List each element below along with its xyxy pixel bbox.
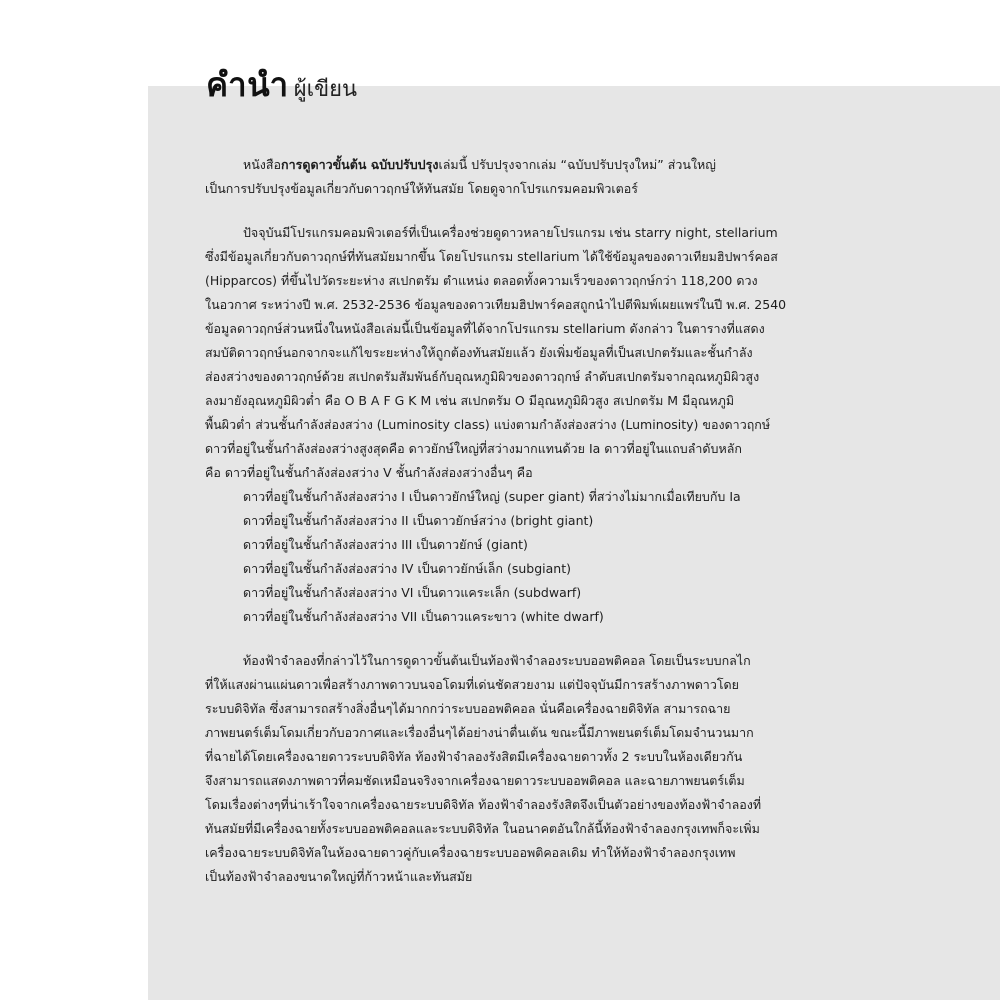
paragraph-2-line: คือ ดาวที่อยู่ในชั้นกำลังส่องสว่าง V ชั้นกำลังส่องสว่างอื่นๆ คือ — [205, 465, 533, 480]
paragraph-2-line: ลงมายังอุณหภูมิผิวต่ำ คือ O B A F G K M เช่น สเปกตรัม O มีอุณหภูมิผิวสูง สเปกตรัม M มีอุณหภูมิ — [205, 393, 735, 408]
book-title: การดูดาวขั้นต้น ฉบับปรับปรุง — [281, 157, 439, 172]
paragraph-3-line: ท้องฟ้าจำลองที่กล่าวไว้ในการดูดาวขั้นต้นเป็นท้องฟ้าจำลองระบบออพติคอล โดยเป็นระบบกลไก — [243, 653, 751, 668]
paragraph-3-line: จึงสามารถแสดงภาพดาวที่คมชัดเหมือนจริงจากเครื่องฉายดาวระบบออพติคอล และฉายภาพยนตร์เต็ม — [205, 773, 745, 788]
paragraph-3-line: ระบบดิจิทัล ซึ่งสามารถสร้างสิ่งอื่นๆได้มากกว่าระบบออพติคอล นั่นคือเครื่องฉายดิจิทัล สามารถฉาย — [205, 701, 731, 716]
list-item: ดาวที่อยู่ในชั้นกำลังส่องสว่าง I เป็นดาวยักษ์ใหญ่ (super giant) ที่สว่างไม่มากเมื่อเทียบกับ Ia — [243, 489, 741, 504]
list-item: ดาวที่อยู่ในชั้นกำลังส่องสว่าง III เป็นดาวยักษ์ (giant) — [243, 537, 528, 552]
list-item: ดาวที่อยู่ในชั้นกำลังส่องสว่าง VI เป็นดาวแคระเล็ก (subdwarf) — [243, 585, 582, 600]
paragraph-3-line: ที่ให้แสงผ่านแผ่นดาวเพื่อสร้างภาพดาวบนจอโดมที่เด่นชัดสวยงาม แต่ปัจจุบันมีการสร้างภาพดาวโดย — [205, 677, 740, 692]
paragraph-3-line: เป็นท้องฟ้าจำลองขนาดใหญ่ที่ก้าวหน้าและทันสมัย — [205, 869, 473, 884]
paragraph-2-line: พื้นผิวต่ำ ส่วนชั้นกำลังส่องสว่าง (Luminosity class) แบ่งตามกำลังส่องสว่าง (Luminosity) ของดาวฤกษ์ — [205, 417, 771, 432]
line-1-prefix: หนังสือ — [243, 157, 282, 172]
paragraph-2-line: สมบัติดาวฤกษ์นอกจากจะแก้ไขระยะห่างให้ถูกต้องทันสมัยแล้ว ยังเพิ่มข้อมูลที่เป็นสเปกตรัมและชั้นกำลัง — [205, 345, 753, 360]
paragraph-2-line: ส่องสว่างของดาวฤกษ์ด้วย สเปกตรัมสัมพันธ์กับอุณหภูมิผิวของดาวฤกษ์ ลำดับสเปกตรัมจากอุณหภูมิผิวสูง — [205, 369, 760, 384]
list-item: ดาวที่อยู่ในชั้นกำลังส่องสว่าง II เป็นดาวยักษ์สว่าง (bright giant) — [243, 513, 594, 528]
paragraph-3-line: เครื่องฉายระบบดิจิทัลในห้องฉายดาวคู่กับเครื่องฉายระบบออพติคอลเดิม ทำให้ท้องฟ้าจำลองกรุงเทพ — [205, 845, 736, 860]
body-text — [205, 153, 805, 889]
paragraph-2-line: ดาวที่อยู่ในชั้นกำลังส่องสว่างสูงสุดคือ ดาวยักษ์ใหญ่ที่สว่างมากแทนด้วย Ia ดาวที่อยู่ในแถบลำดับหลัก — [205, 441, 742, 456]
paragraph-2-line: ข้อมูลดาวฤกษ์ส่วนหนึ่งในหนังสือเล่มนี้เป็นข้อมูลที่ได้จากโปรแกรม stellarium ดังกล่าว ในตารางที่แสดง — [205, 321, 765, 336]
paragraph-3-line: ที่ฉายได้โดยเครื่องฉายดาวระบบดิจิทัล ท้องฟ้าจำลองรังสิตมีเครื่องฉายดาวทั้ง 2 ระบบในห้องเดียวกัน — [205, 749, 743, 764]
paragraph-3-line: โดมเรื่องต่างๆที่น่าเร้าใจจากเครื่องฉายระบบดิจิทัล ท้องฟ้าจำลองรังสิตจึงเป็นตัวอย่างของท้องฟ้าจำลองที่ — [205, 797, 762, 812]
title-sub: ผู้เขียน — [293, 77, 358, 102]
paragraph-2-line: ซึ่งมีข้อมูลเกี่ยวกับดาวฤกษ์ที่ทันสมัยมากขึ้น โดยโปรแกรม stellarium ได้ใช้ข้อมูลของดาวเทียมฮิปพาร์คอส — [205, 249, 778, 264]
paragraph-1 — [205, 153, 805, 201]
paragraph-gap — [205, 201, 805, 221]
paragraph-1-line: เป็นการปรับปรุงข้อมูลเกี่ยวกับดาวฤกษ์ให้ทันสมัย โดยดูจากโปรแกรมคอมพิวเตอร์ — [205, 181, 638, 196]
line-1-suffix: เล่มนี้ ปรับปรุงจากเล่ม “ฉบับปรับปรุงใหม่” ส่วนใหญ่ — [438, 157, 716, 172]
paragraph-2-line: ปัจจุบันมีโปรแกรมคอมพิวเตอร์ที่เป็นเครื่องช่วยดูดาวหลายโปรแกรม เช่น starry night, stellarium — [243, 225, 778, 240]
paragraph-2-line: (Hipparcos) ที่ขึ้นไปวัดระยะห่าง สเปกตรัม ตำแหน่ง ตลอดทั้งความเร็วของดาวฤกษ์กว่า 118,200 ดวง — [205, 273, 758, 288]
page-title — [206, 58, 357, 111]
list-item: ดาวที่อยู่ในชั้นกำลังส่องสว่าง VII เป็นดาวแคระขาว (white dwarf) — [243, 609, 604, 624]
paragraph-2 — [205, 221, 805, 485]
paragraph-gap — [205, 629, 805, 649]
paragraph-1-line — [205, 153, 805, 177]
title-main: คำนำ — [206, 65, 289, 104]
paragraph-3-line: ทันสมัยที่มีเครื่องฉายทั้งระบบออพติคอลและระบบดิจิทัล ในอนาคตอันใกล้นี้ท้องฟ้าจำลองกรุงเทพก็จะเพิ่ม — [205, 821, 760, 836]
paragraph-3-line: ภาพยนตร์เต็มโดมเกี่ยวกับอวกาศและเรื่องอื่นๆได้อย่างน่าตื่นเต้น ขณะนี้มีภาพยนตร์เต็มโดมจำนวนมาก — [205, 725, 754, 740]
paragraph-2-line: ในอวกาศ ระหว่างปี พ.ศ. 2532-2536 ข้อมูลของดาวเทียมฮิปพาร์คอสถูกนำไปตีพิมพ์เผยแพร่ในปี พ.ศ. 2540 — [205, 297, 787, 312]
list-item: ดาวที่อยู่ในชั้นกำลังส่องสว่าง IV เป็นดาวยักษ์เล็ก (subgiant) — [243, 561, 571, 576]
luminosity-list — [205, 485, 805, 629]
paragraph-3 — [205, 649, 805, 889]
